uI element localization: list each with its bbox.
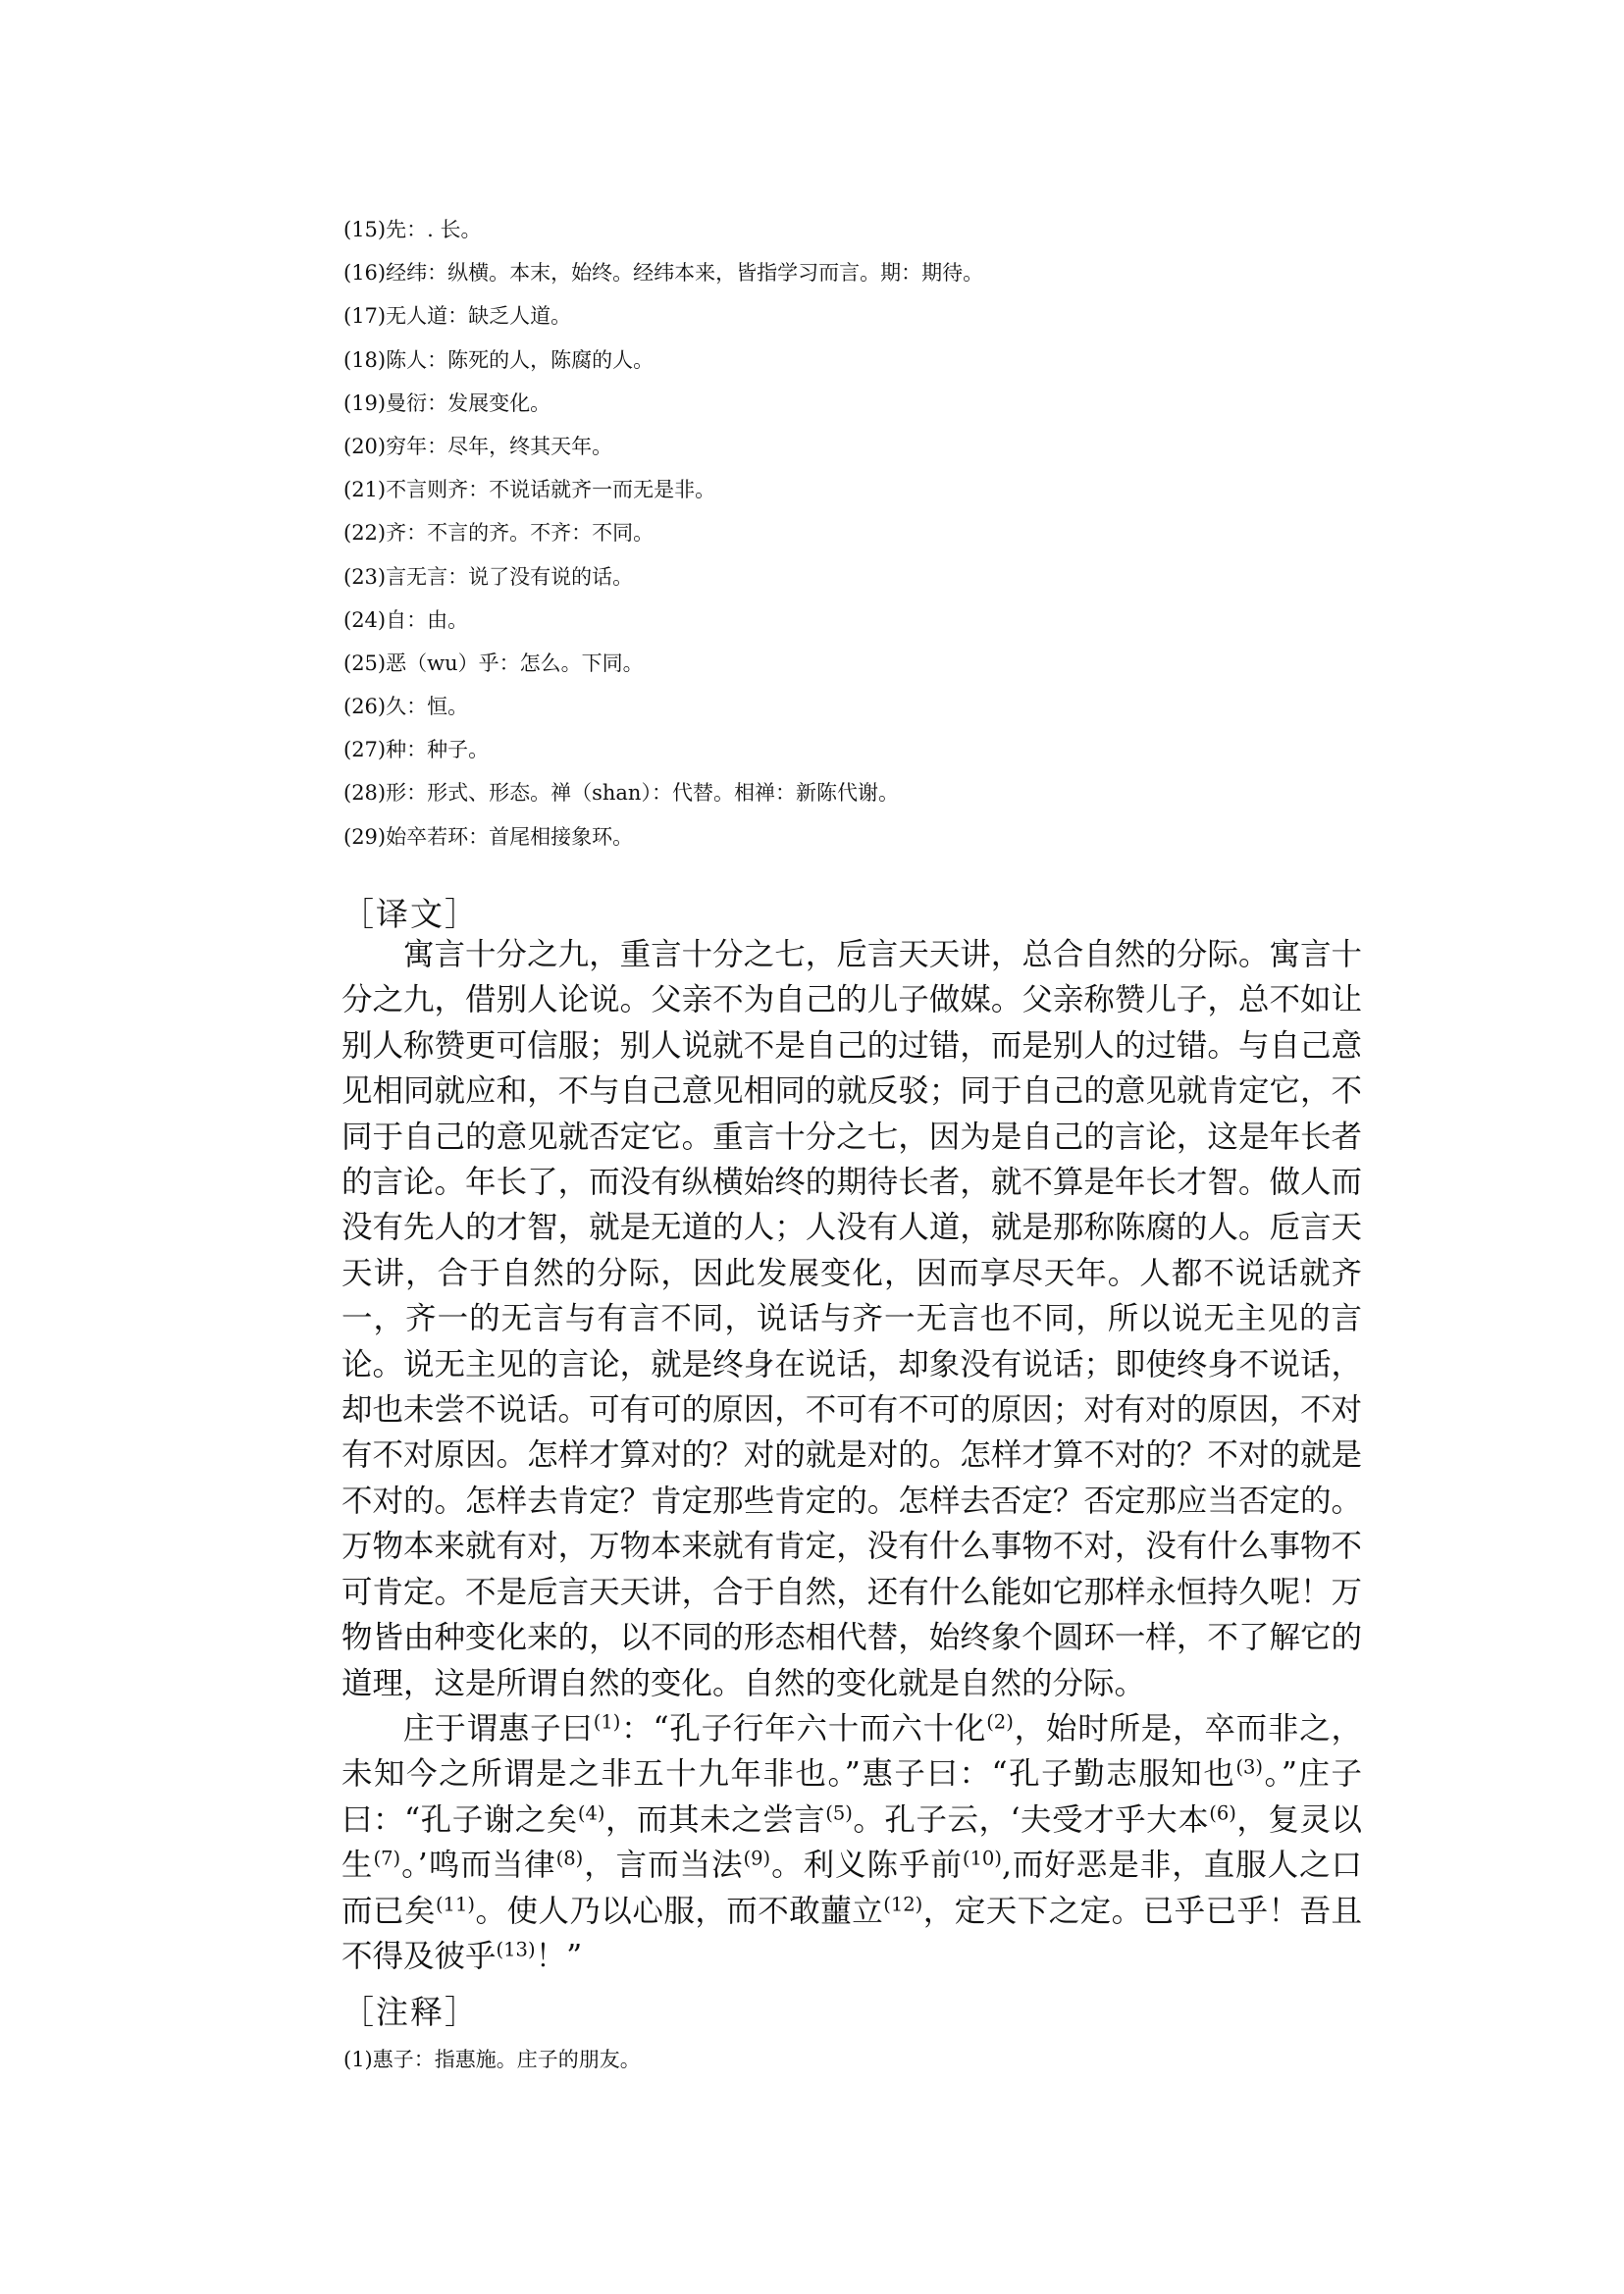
text-segment: ，定天下之定。已乎已乎！吾且不得及彼乎	[341, 1893, 1362, 1974]
notes-list-bottom	[343, 2038, 1325, 2081]
note-line: (26)久：恒。	[343, 695, 469, 719]
note-line: (16)经纬：纵横。本末，始终。经纬本来，皆指学习而言。期：期待。	[343, 261, 984, 286]
text-segment: 。孔子云，‘夫受才乎大本	[852, 1801, 1210, 1838]
note-line: (17)无人道：缺乏人道。	[343, 304, 572, 329]
footnote-marker: (9)	[743, 1847, 771, 1870]
footnote-marker: (8)	[555, 1847, 584, 1870]
note-line: (24)自：由。	[343, 607, 469, 632]
text-segment: ：“孔子行年六十而六十化	[620, 1710, 987, 1747]
footnote-marker: (6)	[1209, 1800, 1236, 1824]
text-segment: ！”	[535, 1938, 583, 1974]
footnote-marker: (2)	[986, 1710, 1014, 1734]
body-text	[341, 932, 1362, 1979]
text-segment: ,而好恶是非，直服人之口而已矣	[341, 1848, 1362, 1929]
footnote-marker: (4)	[577, 1800, 605, 1824]
text-segment: ，复灵以生	[341, 1801, 1362, 1884]
text-segment: 。使人乃以心服，而不敢蘁立	[475, 1893, 884, 1929]
footnote-marker: (3)	[1235, 1755, 1264, 1779]
note-line: (15)先：. 长。	[343, 218, 482, 241]
text-segment: 。’鸣而当律	[400, 1848, 556, 1884]
note-line: (21)不言则齐：不说话就齐一而无是非。	[343, 478, 716, 502]
footnote-marker: (13)	[496, 1938, 536, 1961]
original-text-paragraph	[341, 1706, 1362, 1979]
notes-list-top	[343, 208, 1325, 859]
note-line: (22)齐：不言的齐。不齐：不同。	[343, 521, 655, 546]
note-line: (23)言无言：说了没有说的话。	[343, 564, 634, 589]
translation-paragraph: 寓言十分之九，重言十分之七，卮言天天讲，总合自然的分际。寓言十分之九，借别人论说。父亲不为自己的儿子做媒。父亲称赞儿子，总不如让别人称赞更可信服；别人说就不是自己的过错，而是别人的过错。与自己意见相同就应和，不与自己意见相同的就反驳；同于自己的意见就肯定它，不同于自己的意见就否定它。重言十分之七，因为是自己的言论，这是年长者的言论。年长了，而没有纵横始终的期待长者，就不算是年长才智。做人而没有先人的才智，就是无道的人；人没有人道，就是那称陈腐的人。卮言天天讲，合于自然的分际，因此发展变化，因而享尽天年。人都不说话就齐一，齐一的无言与有言不同，说话与齐一无言也不同，所以说无主见的言论。说无主见的言论，就是终身在说话，却象没有说话；即使终身不说话，却也未尝不说话。可有可的原因，不可有不可的原因；对有对的原因，不对有不对原因。怎样才算对的？对的就是对的。怎样才算不对的？不对的就是不对的。怎样去肯定？肯定那些肯定的。怎样去否定？否定那应当否定的。万物本来就有对，万物本来就有肯定，没有什么事物不对，没有什么事物不可肯定。不是卮言天天讲，合于自然，还有什么能如它那样永恒持久呢！万物皆由种变化来的，以不同的形态相代替，始终象个圆环一样，不了解它的道理，这是所谓自然的变化。自然的变化就是自然的分际。	[341, 937, 1362, 1701]
note-line: (28)形：形式、形态。禅（shan）：代替。相禅：新陈代谢。	[343, 781, 899, 806]
text-segment: ，言而当法	[583, 1848, 744, 1884]
footnote-marker: (7)	[373, 1847, 401, 1870]
note-line: (27)种：种子。	[343, 738, 490, 762]
note-line: (20)穷年：尽年，终其天年。	[343, 434, 613, 458]
text-segment: 庄于谓惠子曰	[403, 1710, 594, 1747]
text-segment: 。”庄子曰：“孔子谢之矣	[341, 1756, 1362, 1838]
note-line: (1)惠子：指惠施。庄子的朋友。	[343, 2048, 641, 2071]
text-segment: ，而其未之尝言	[604, 1801, 826, 1838]
footnote-marker: (1)	[593, 1710, 621, 1734]
notes-heading: ［注释］	[341, 1993, 479, 2031]
note-line: (18)陈人：陈死的人，陈腐的人。	[343, 347, 655, 372]
footnote-marker: (11)	[435, 1892, 475, 1915]
footnote-marker: (10)	[962, 1847, 1002, 1870]
note-line: (19)曼衍：发展变化。	[343, 391, 551, 415]
text-segment: 。利义陈乎前	[770, 1848, 963, 1884]
footnote-marker: (5)	[825, 1800, 853, 1824]
note-line: (29)始卒若环：首尾相接象环。	[343, 824, 634, 849]
note-line: (25)恶（wu）乎：怎么。下同。	[343, 651, 644, 675]
translation-heading: ［译文］	[341, 895, 479, 933]
footnote-marker: (12)	[883, 1892, 923, 1915]
text-segment: ，始时所是，卒而非之，未知今之所谓是之非五十九年非也。”惠子曰：“孔子勤志服知也	[341, 1710, 1362, 1793]
